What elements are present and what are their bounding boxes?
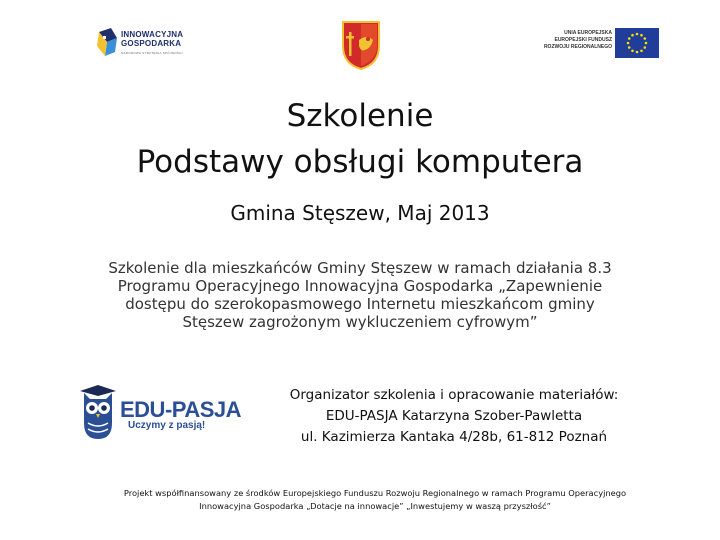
footer-line-2: Innowacyjna Gospodarka „Dotacje na innowacje” „Inwestujemy w waszą przyszłość” bbox=[199, 501, 551, 511]
organizer-address: ul. Kazimierza Kantaka 4/28b, 61-812 Poznań bbox=[300, 429, 608, 445]
organizer-name: EDU-PASJA Katarzyna Szober-Pawletta bbox=[325, 408, 583, 424]
edu-pasja-slogan: Uczymy z pasją! bbox=[128, 420, 206, 431]
description-line: dostępu do szerokopasmowego Internetu mieszkańcom gminy bbox=[125, 295, 595, 313]
ig-line1: INNOWACYJNA bbox=[121, 30, 184, 39]
ue-line2: EUROPEJSKI FUNDUSZ bbox=[554, 37, 612, 43]
ue-line1: UNIA EUROPEJSKA bbox=[564, 30, 612, 36]
subtitle: Gmina Stęszew, Maj 2013 bbox=[230, 201, 490, 225]
title-line-2: Podstawy obsługi komputera bbox=[136, 144, 584, 180]
innowacyjna-gospodarka-icon bbox=[97, 28, 119, 58]
edu-pasja-logo bbox=[78, 383, 240, 441]
innowacyjna-gospodarka-logo bbox=[97, 26, 212, 62]
title-line-1: Szkolenie bbox=[286, 98, 434, 134]
edu-pasja-name: EDU-PASJA bbox=[120, 397, 242, 422]
description bbox=[0, 259, 720, 331]
eu-flag-icon bbox=[615, 28, 659, 58]
innowacyjna-gospodarka-title bbox=[121, 30, 183, 48]
gmina-crest-icon bbox=[341, 20, 381, 70]
ig-tagline: NARODOWA STRATEGIA SPÓJNOŚCI bbox=[121, 51, 183, 55]
ue-line3: ROZWOJU REGIONALNEGO bbox=[543, 44, 612, 50]
footer-line-1: Projekt współfinansowany ze środków Europejskiego Funduszu Rozwoju Regionalnego w ramach Programu Operacyjnego bbox=[123, 488, 627, 498]
description-line: Programu Operacyjnego Innowacyjna Gospodarka „Zapewnienie bbox=[117, 277, 603, 295]
ig-line2: GOSPODARKA bbox=[121, 39, 182, 48]
footer bbox=[0, 487, 720, 513]
eu-logo-text bbox=[536, 30, 612, 51]
eu-logo bbox=[536, 26, 660, 60]
organizer-heading: Organizator szkolenia i opracowanie materiałów: bbox=[289, 387, 619, 403]
description-line: Stęszew zagrożonym wykluczeniem cyfrowym” bbox=[182, 313, 538, 331]
owl-icon bbox=[78, 383, 118, 441]
organizer-info bbox=[244, 385, 664, 448]
description-line: Szkolenie dla mieszkańców Gminy Stęszew w ramach działania 8.3 bbox=[108, 259, 612, 277]
